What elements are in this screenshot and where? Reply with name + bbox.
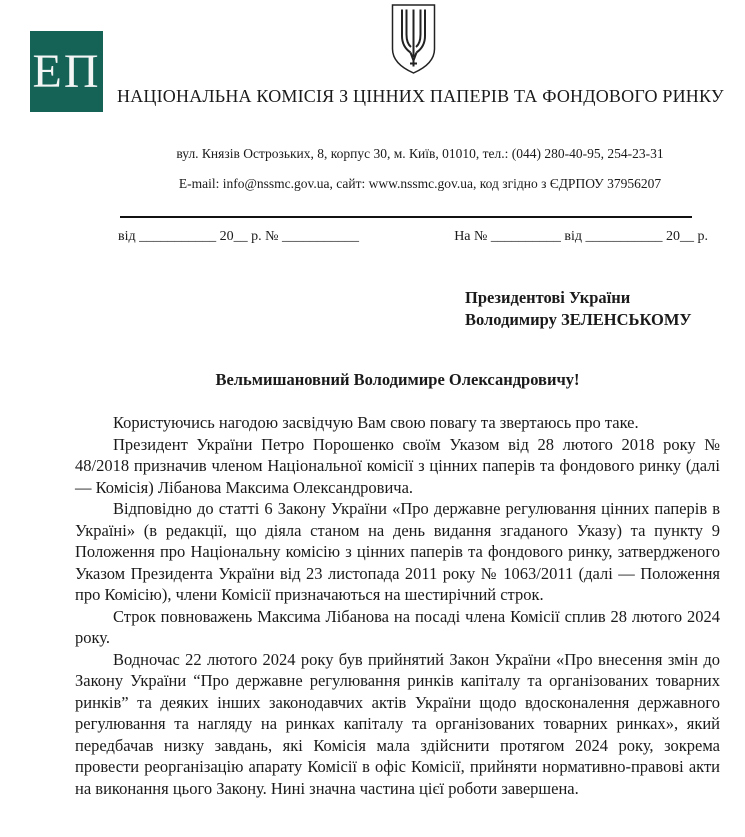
paragraph: Відповідно до статті 6 Закону України «Про державне регулювання цінних паперів в Україні» (в редакції, що діяла станом на день видання згаданого Указу) та пункту 9 Положення про Національну комісію з цінних паперів та фондового ринку, затвердженого Указом Президента України від 23 листопада 2011 року № 1063/2011 (далі — Положення про Комісію), члени Комісії призначаються на шестирічний строк. bbox=[75, 499, 720, 604]
addressee-title: Президентові України bbox=[465, 288, 631, 307]
reference-outgoing: від ___________ 20__ р. № ___________ bbox=[118, 229, 359, 244]
address-line: вул. Князів Острозьких, 8, корпус 30, м. Київ, 01010, тел.: (044) 280-40-95, 254-23-31 bbox=[176, 146, 664, 161]
ep-logo-text: ЕП bbox=[32, 44, 101, 98]
email-line: E-mail: info@nssmc.gov.ua, сайт: www.nssmc.gov.ua, код згідно з ЄДРПОУ 37956207 bbox=[178, 176, 662, 191]
letter-body bbox=[75, 412, 720, 799]
addressee-block bbox=[465, 287, 692, 331]
ep-logo bbox=[30, 31, 103, 112]
addressee-name: Володимиру ЗЕЛЕНСЬКОМУ bbox=[465, 310, 692, 329]
reference-incoming: На № __________ від ___________ 20__ р. bbox=[454, 229, 708, 244]
paragraph: Користуючись нагодою засвідчую Вам свою повагу та звертаюсь про таке. bbox=[113, 413, 639, 432]
paragraph: Водночас 22 лютого 2024 року був прийнятий Закон України «Про внесення змін до Закону України “Про державне регулювання ринків капіталу та організованих товарних ринків” та деяких інших законодавчих актів України щодо вдосконалення державного регулювання та нагляду на ринках капіталу та організованих товарних ринках», який передбачав низку завдань, які Комісія мала здійснити протягом 2024 року, зокрема провести реорганізацію апарату Комісії в офіс Комісії, прийняти нормативно-правові акти на виконання цього Закону. Нині значна частина цієї роботи завершена. bbox=[75, 649, 720, 798]
paragraph: Президент України Петро Порошенко своїм Указом від 28 лютого 2018 року № 48/2018 призначив членом Національної комісії з цінних паперів та фондового ринку (далі — Комісія) Лібанова Максима Олександровича. bbox=[75, 434, 720, 497]
ukraine-trident-icon bbox=[390, 4, 437, 74]
org-name: НАЦІОНАЛЬНА КОМІСІЯ З ЦІННИХ ПАПЕРІВ ТА ФОНДОВОГО РИНКУ bbox=[117, 86, 724, 106]
letterhead-divider bbox=[120, 216, 692, 218]
paragraph: Строк повноважень Максима Лібанова на посаді члена Комісії сплив 28 лютого 2024 року. bbox=[75, 606, 720, 647]
reference-line bbox=[118, 229, 708, 245]
salutation: Вельмишановний Володимире Олександровичу! bbox=[215, 370, 580, 389]
